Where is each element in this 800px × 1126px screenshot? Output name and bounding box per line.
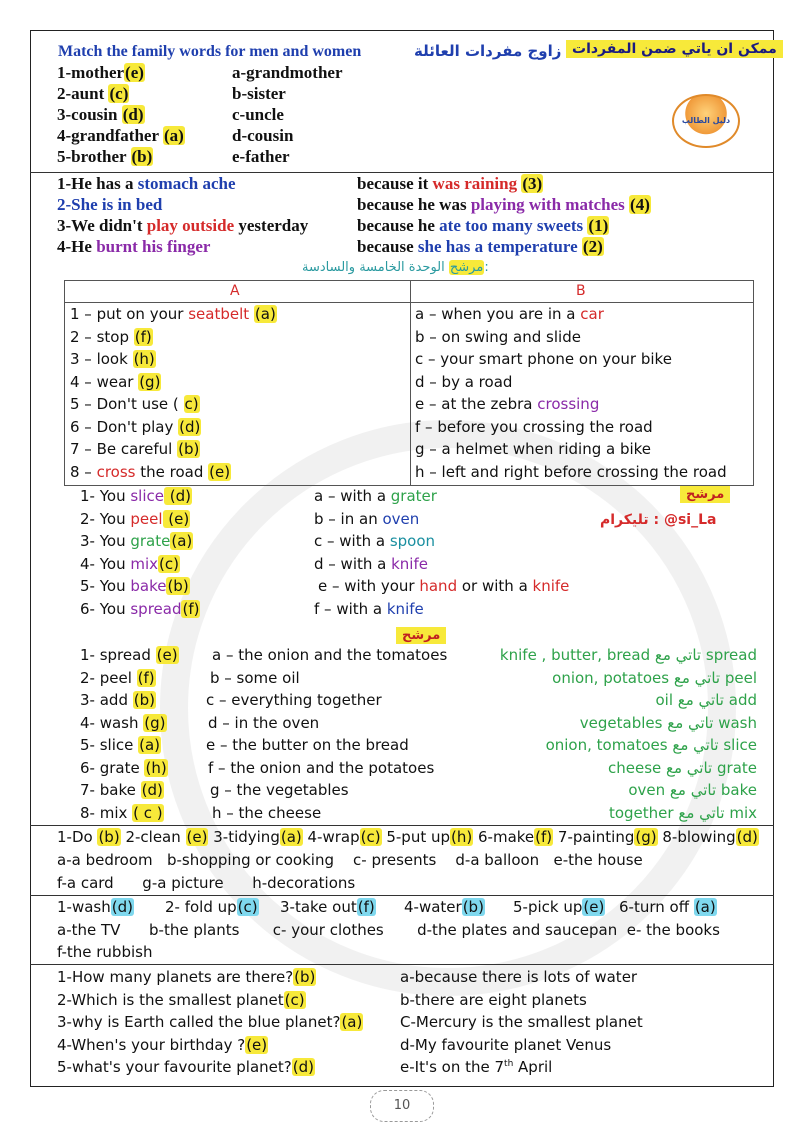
unit-heading: مرشح الوحدة الخامسة والسادسة: — [302, 260, 489, 275]
s2-right-4: because she has a temperature (2) — [357, 237, 603, 256]
s1-left-item: 3-cousin (d) — [57, 105, 144, 124]
s5-left-item: 2- peel (f) — [80, 668, 155, 687]
s8-left-item: 5-what's your favourite planet?(d) — [57, 1058, 314, 1076]
title-ar: زاوج مفردات العائلة — [414, 42, 562, 60]
s6-line3: f-a card g-a picture h-decorations — [57, 874, 356, 892]
s8-right-item: a-because there is lots of water — [400, 968, 638, 986]
s8-right-item: C-Mercury is the smallest planet — [400, 1013, 643, 1031]
s5-note-item: oil تاتي مع add — [655, 691, 757, 709]
s1-right-item: b-sister — [232, 84, 286, 103]
table-a-item: 7 – Be careful (b) — [70, 440, 200, 458]
divider — [30, 964, 774, 965]
s5-left-item: 3- add (b) — [80, 691, 155, 709]
s4-right-item: d – with a knife — [314, 554, 428, 573]
s2-left-1: 1-He has a stomach ache — [57, 174, 236, 193]
divider — [30, 172, 774, 173]
s5-note-item: vegetables تاتي مع wash — [579, 713, 757, 732]
s2-left-4: 4-He burnt his finger — [57, 237, 211, 256]
table-head-a: A — [230, 283, 240, 299]
s5-mid-item: e – the butter on the bread — [206, 736, 409, 754]
table-b-item: e – at the zebra crossing — [415, 395, 600, 413]
s4-left-item: 4- You mix(c) — [80, 554, 179, 573]
table-header-divider — [64, 302, 754, 303]
s7-item: 6-turn off (a) — [619, 898, 716, 916]
s7-item: 1-wash(d) — [57, 898, 133, 916]
student-guide-logo: دليل الطالب — [672, 94, 740, 148]
s7-item: 3-take out(f) — [280, 898, 375, 916]
table-col-divider — [410, 280, 411, 486]
table-b-item: h – left and right before crossing the road — [415, 462, 727, 481]
s5-mid-item: c – everything together — [206, 691, 382, 709]
s5-left-item: 8- mix ( c ) — [80, 803, 163, 822]
table-a-item: 5 – Don't use ( c) — [70, 395, 199, 413]
s4-right-item: c – with a spoon — [314, 532, 436, 550]
s5-note-item: together تاتي مع mix — [608, 803, 757, 822]
s6-line2: a-a bedroom b-shopping or cooking c- presents d-a balloon e-the house — [57, 851, 643, 869]
s4-left-item: 6- You spread(f) — [80, 599, 200, 618]
s8-left-item: 2-Which is the smallest planet(c) — [57, 990, 305, 1009]
table-b-item: d – by a road — [415, 372, 513, 391]
page-number: 10 — [370, 1090, 434, 1122]
s1-right-item: a-grandmother — [232, 63, 343, 82]
s8-right-item: b-there are eight planets — [400, 990, 587, 1009]
table-b-item: a – when you are in a car — [415, 305, 604, 323]
table-a-item: 2 – stop (f) — [70, 327, 152, 346]
s5-left-item: 1- spread (e) — [80, 646, 178, 664]
s1-left-item: 1-mother(e) — [57, 63, 144, 82]
table-head-b: B — [576, 283, 586, 299]
s1-left-item: 4-grandfather (a) — [57, 126, 184, 145]
table-b-item: b – on swing and slide — [415, 327, 581, 346]
s8-right-item: d-My favourite planet Venus — [400, 1035, 612, 1054]
s5-mid-item: b – some oil — [210, 668, 300, 687]
s5-badge: مرشح — [396, 627, 446, 644]
s5-note-item: oven تاتي مع bake — [628, 781, 757, 799]
s6-questions: 1-Do (b) 2-clean (e) 3-tidying(a) 4-wrap(c) 5-put up(h) 6-make(f) 7-painting(g) 8-blowing(d) — [57, 828, 758, 846]
s8-left-item: 3-why is Earth called the blue planet?(a) — [57, 1013, 363, 1031]
s4-left-item: 2- You peel (e) — [80, 509, 190, 528]
s5-mid-item: a – the onion and the tomatoes — [212, 646, 448, 664]
s2-right-2: because he was playing with matches (4) — [357, 195, 650, 214]
s5-left-item: 4- wash (g) — [80, 713, 166, 732]
divider — [30, 825, 774, 826]
table-b-item: f – before you crossing the road — [415, 417, 653, 436]
s1-left-item: 2-aunt (c) — [57, 84, 129, 103]
s7-item: 5-pick up(e) — [513, 898, 605, 916]
s5-note-item: onion, tomatoes تاتي مع slice — [545, 736, 757, 754]
s5-left-item: 6- grate (h) — [80, 758, 167, 777]
s5-note-item: knife , butter, bread تاتي مع spread — [499, 646, 757, 664]
divider — [30, 895, 774, 896]
s5-note-item: onion, potatoes تاتي مع peel — [552, 668, 757, 687]
s5-mid-item: g – the vegetables — [210, 781, 349, 799]
s7-line2: a-the TV b-the plants c- your clothes d-the plates and saucepan e- the books — [57, 921, 720, 939]
s4-right-item: b – in an oven — [314, 509, 420, 528]
s1-right-item: c-uncle — [232, 105, 284, 124]
s4-right-item: e – with your hand or with a knife — [318, 577, 570, 595]
s5-mid-item: h – the cheese — [212, 803, 322, 822]
table-a-item: 6 – Don't play (d) — [70, 417, 201, 436]
s4-left-item: 5- You bake(b) — [80, 577, 189, 595]
table-a-item: 1 – put on your seatbelt (a) — [70, 305, 276, 323]
s2-right-3: because he ate too many sweets (1) — [357, 216, 609, 235]
s5-left-item: 7- bake (d) — [80, 781, 163, 799]
title-badge: ممكن ان ياتي ضمن المفردات — [566, 40, 783, 58]
telegram-handle: تليكرام : @si_La — [600, 512, 717, 528]
table-a-item: 8 – cross the road (e) — [70, 462, 231, 481]
s5-left-item: 5- slice (a) — [80, 736, 161, 754]
s7-line3: f-the rubbish — [57, 943, 153, 961]
s1-right-item: e-father — [232, 147, 290, 166]
s1-left-item: 5-brother (b) — [57, 147, 153, 166]
s8-left-item: 4-When's your birthday ?(e) — [57, 1035, 268, 1054]
s7-item: 4-water(b) — [404, 898, 484, 916]
s4-left-item: 3- You grate(a) — [80, 532, 193, 550]
s8-right-5: e-It's on the 7th April — [400, 1058, 553, 1076]
s5-mid-item: d – in the oven — [208, 713, 320, 732]
s5-note-item: cheese تاتي مع grate — [607, 758, 757, 777]
s2-right-1: because it was raining (3) — [357, 174, 543, 193]
table-a-item: 3 – look (h) — [70, 350, 155, 368]
title-en: Match the family words for men and women — [58, 43, 362, 60]
s5-mid-item: f – the onion and the potatoes — [208, 758, 435, 777]
table-b-item: c – your smart phone on your bike — [415, 350, 672, 368]
s4-right-item: a – with a grater — [314, 487, 437, 505]
table-a-item: 4 – wear (g) — [70, 372, 161, 391]
s8-left-item: 1-How many planets are there?(b) — [57, 968, 316, 986]
s4-left-item: 1- You slice (d) — [80, 487, 191, 505]
s7-item: 2- fold up(c) — [165, 898, 258, 916]
table-b-item: g – a helmet when riding a bike — [415, 440, 652, 458]
s4-right-item: f – with a knife — [314, 599, 424, 618]
s1-right-item: d-cousin — [232, 126, 294, 145]
s4-badge: مرشح — [680, 486, 730, 503]
s2-left-2: 2-She is in bed — [57, 195, 163, 214]
unit-badge: مرشح — [449, 260, 484, 275]
s2-left-3: 3-We didn't play outside yesterday — [57, 216, 309, 235]
